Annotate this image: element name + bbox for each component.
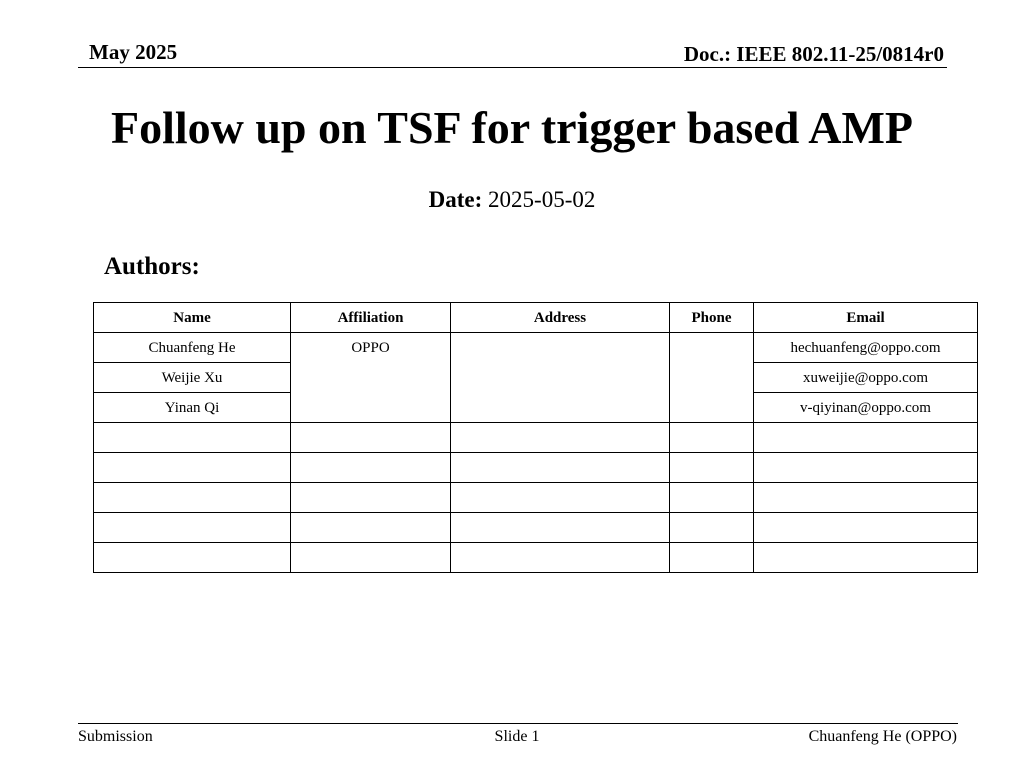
authors-table bbox=[93, 302, 978, 573]
empty-cell bbox=[291, 483, 451, 513]
footer-submission: Submission bbox=[78, 728, 153, 745]
empty-cell bbox=[94, 423, 291, 453]
date-label: Date: bbox=[428, 187, 483, 212]
empty-cell bbox=[451, 453, 670, 483]
empty-table-row bbox=[94, 423, 978, 453]
column-header-email: Email bbox=[754, 303, 978, 333]
empty-cell bbox=[451, 513, 670, 543]
column-header-address: Address bbox=[451, 303, 670, 333]
slide-title: Follow up on TSF for trigger based AMP bbox=[110, 102, 914, 153]
empty-cell bbox=[670, 513, 754, 543]
empty-cell bbox=[94, 483, 291, 513]
empty-cell bbox=[754, 513, 978, 543]
authors-label: Authors: bbox=[104, 253, 200, 280]
empty-cell bbox=[754, 543, 978, 573]
empty-cell bbox=[754, 453, 978, 483]
header-divider bbox=[78, 67, 947, 68]
empty-cell bbox=[670, 423, 754, 453]
author-name-cell: Yinan Qi bbox=[94, 393, 291, 423]
empty-cell bbox=[451, 423, 670, 453]
empty-cell bbox=[94, 543, 291, 573]
header-date: May 2025 bbox=[89, 40, 178, 64]
date-line bbox=[0, 186, 1024, 214]
footer-author: Chuanfeng He (OPPO) bbox=[808, 728, 957, 745]
column-header-name: Name bbox=[94, 303, 291, 333]
empty-table-row bbox=[94, 513, 978, 543]
column-header-affiliation: Affiliation bbox=[291, 303, 451, 333]
author-name-cell: Chuanfeng He bbox=[94, 333, 291, 363]
empty-cell bbox=[670, 453, 754, 483]
empty-cell bbox=[754, 483, 978, 513]
affiliation-cell: OPPO bbox=[291, 333, 451, 423]
date-value: 2025-05-02 bbox=[488, 187, 596, 212]
empty-cell bbox=[451, 483, 670, 513]
footer-divider bbox=[78, 723, 958, 724]
empty-cell bbox=[291, 513, 451, 543]
empty-cell bbox=[291, 543, 451, 573]
empty-cell bbox=[94, 453, 291, 483]
empty-table-row bbox=[94, 483, 978, 513]
empty-cell bbox=[94, 513, 291, 543]
empty-table-row bbox=[94, 543, 978, 573]
table-header-row bbox=[94, 303, 978, 333]
phone-cell bbox=[670, 333, 754, 423]
table-row bbox=[94, 333, 978, 363]
header-doc-id: Doc.: IEEE 802.11-25/0814r0 bbox=[683, 42, 944, 66]
empty-cell bbox=[754, 423, 978, 453]
author-email-cell: v-qiyinan@oppo.com bbox=[754, 393, 978, 423]
author-name-cell: Weijie Xu bbox=[94, 363, 291, 393]
empty-cell bbox=[670, 543, 754, 573]
empty-cell bbox=[291, 453, 451, 483]
author-email-cell: hechuanfeng@oppo.com bbox=[754, 333, 978, 363]
footer-slide-number: Slide 1 bbox=[494, 728, 540, 745]
empty-cell bbox=[451, 543, 670, 573]
column-header-phone: Phone bbox=[670, 303, 754, 333]
author-email-cell: xuweijie@oppo.com bbox=[754, 363, 978, 393]
empty-table-row bbox=[94, 453, 978, 483]
empty-cell bbox=[291, 423, 451, 453]
empty-cell bbox=[670, 483, 754, 513]
address-cell bbox=[451, 333, 670, 423]
